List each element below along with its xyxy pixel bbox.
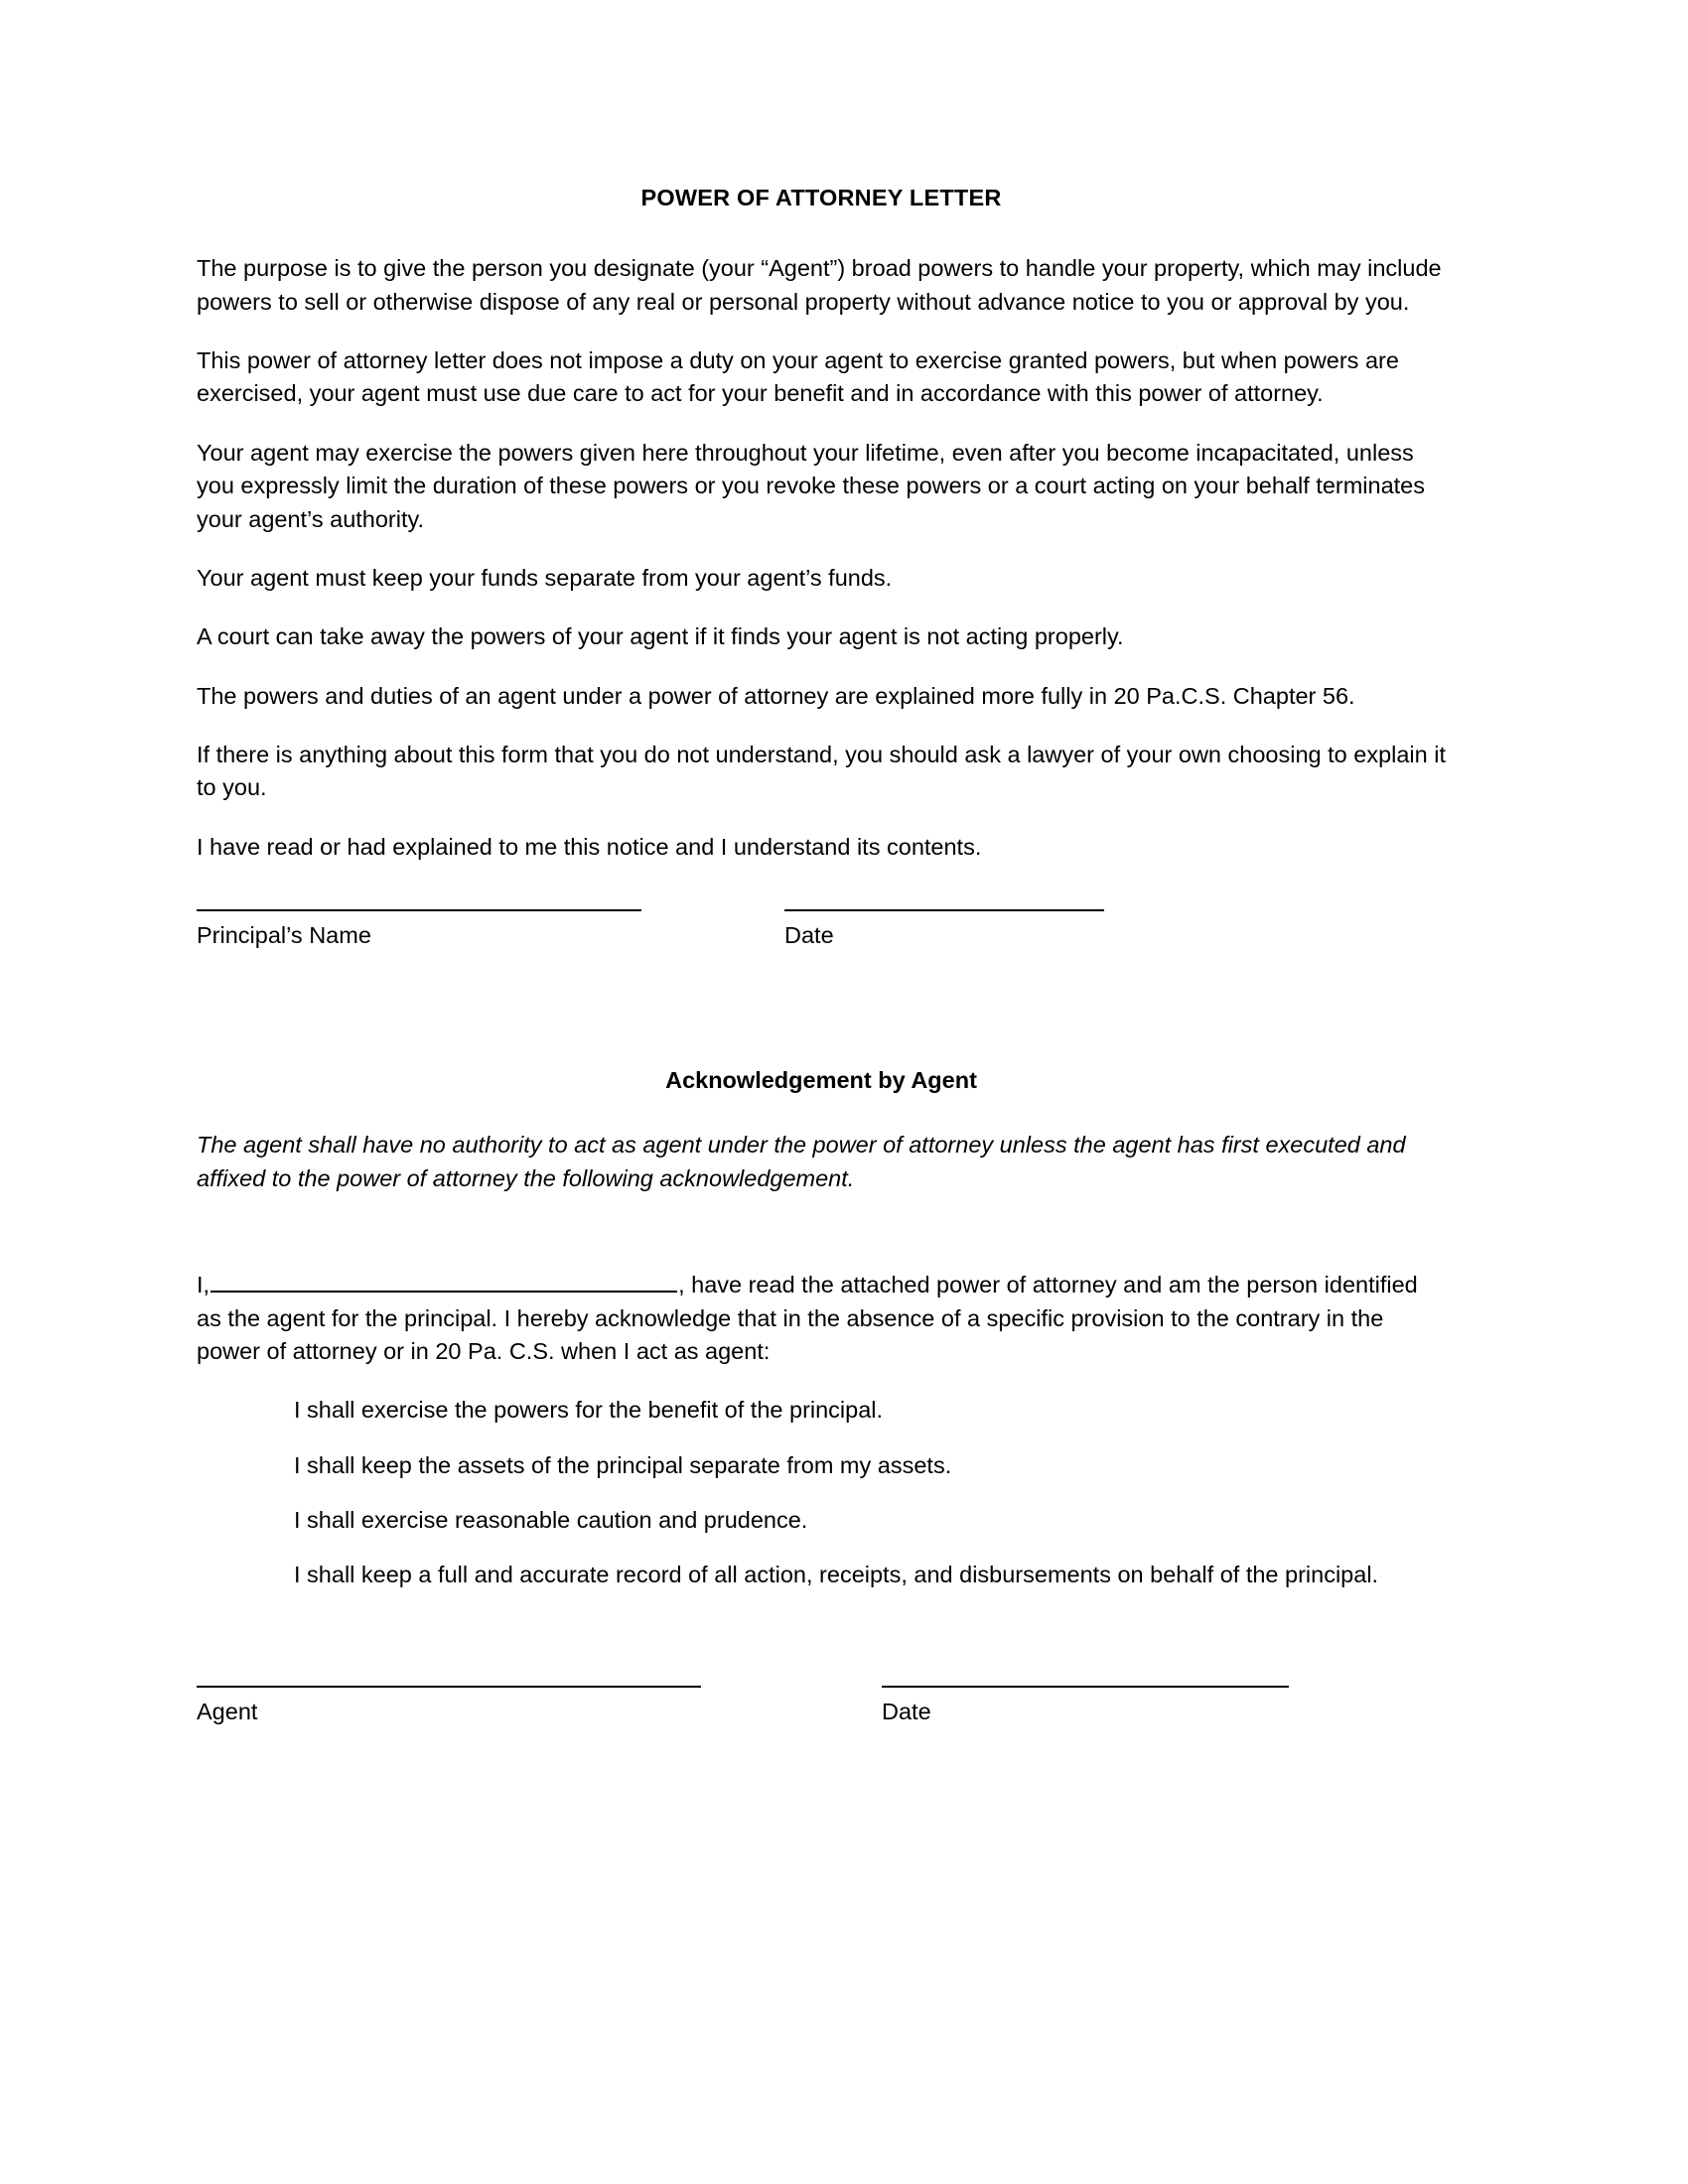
document-content xyxy=(197,184,1446,1781)
signature-block-agent xyxy=(197,1686,1446,1771)
agent-signature-label: Agent xyxy=(197,1698,258,1724)
signature-block-principal xyxy=(197,909,1446,995)
paragraph-acknowledge-read: I have read or had explained to me this notice and I understand its contents. xyxy=(197,833,982,860)
paragraph-statute-reference: The powers and duties of an agent under a power of attorney are explained more fully in 20 Pa.C.S. Chapter 56. xyxy=(197,682,1355,709)
paragraph-agent-authority-note: The agent shall have no authority to act as agent under the power of attorney unless the agent has first executed and affixed to the power of attorney the following acknowledgement. xyxy=(197,1132,1406,1191)
spacer xyxy=(197,1005,1446,1066)
agent-date-field[interactable] xyxy=(882,1686,1289,1727)
agent-duties-list xyxy=(197,1394,1446,1591)
list-item: I shall exercise the powers for the benefit of the principal. xyxy=(294,1397,884,1424)
principal-name-field[interactable] xyxy=(197,909,641,951)
spacer xyxy=(197,1221,1446,1269)
principal-date-field[interactable] xyxy=(784,909,1104,951)
principal-name-label: Principal’s Name xyxy=(197,922,371,949)
list-item: I shall exercise reasonable caution and prudence. xyxy=(294,1506,808,1533)
paragraph-no-duty: This power of attorney letter does not impose a duty on your agent to exercise granted powers, but when powers are exercised, your agent must use due care to act for your benefit and in accordance with this power of attorney. xyxy=(197,347,1399,407)
agent-signature-field[interactable] xyxy=(197,1686,701,1727)
paragraph-separate-funds: Your agent must keep your funds separate from your agent’s funds. xyxy=(197,564,893,591)
spacer xyxy=(197,1614,1446,1640)
paragraph-duration: Your agent may exercise the powers given here throughout your lifetime, even after you become incapacitated, unless you expressly limit the duration of these powers or you revoke these powers or a court acting on your behalf terminates your agent’s authority. xyxy=(197,439,1425,532)
list-item: I shall keep the assets of the principal separate from my assets. xyxy=(294,1451,952,1478)
section-title-acknowledgement: Acknowledgement by Agent xyxy=(665,1067,977,1094)
paragraph-court-removal: A court can take away the powers of your agent if it finds your agent is not acting properly. xyxy=(197,623,1124,650)
principal-date-label: Date xyxy=(784,922,834,949)
paragraph-agent-declaration xyxy=(197,1269,1446,1368)
list-item: I shall keep a full and accurate record of all action, receipts, and disbursements on behalf of the principal. xyxy=(294,1562,1379,1588)
page-title: POWER OF ATTORNEY LETTER xyxy=(640,185,1002,210)
paragraph-purpose: The purpose is to give the person you designate (your “Agent”) broad powers to handle your property, which may include powers to sell or otherwise dispose of any real or personal property without advance notice to you or approval by you. xyxy=(197,255,1442,315)
agent-name-blank[interactable] xyxy=(211,1272,677,1293)
declaration-prefix: I, xyxy=(197,1272,211,1298)
agent-date-label: Date xyxy=(882,1698,931,1724)
declaration-suffix: , have read the attached power of attorney and am the person identified as the agent for the principal. I hereby acknowledge that in the absence of a specific provision to the contrary in the power of attorney or in 20 Pa. C.S. when I act as agent: xyxy=(197,1272,1418,1364)
paragraph-ask-lawyer: If there is anything about this form that you do not understand, you should ask a lawyer of your own choosing to explain it to you. xyxy=(197,741,1446,801)
